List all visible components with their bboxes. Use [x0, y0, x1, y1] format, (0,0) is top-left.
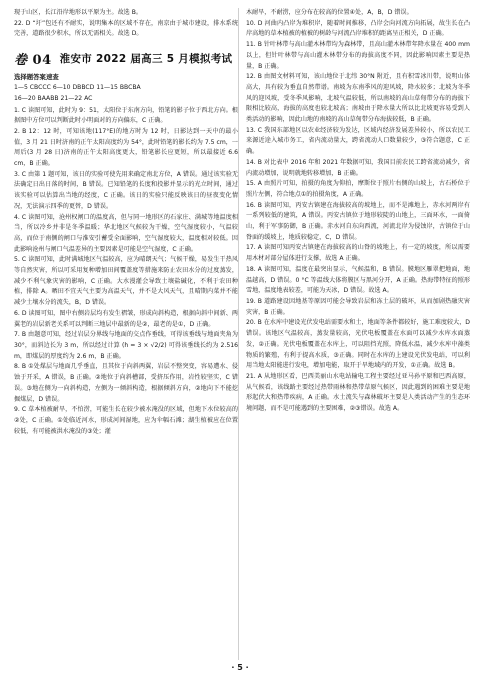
- answer-explanation: 4. C 读图可知，沧州权闸口的温度高，但与同一地形区的石家庄、满城等地温度相当，所以冷乡并非是冬季温暖；华北地区气候较为干燥，空气湿度较小，气温较高，而位于南侧的闸口与淮安引蓄受全面影响，空气湿度较大，温度相对较低。因此影响沧州与闸口气温差异的主要因素是可能是空气湿度，C 正确。: [14, 213, 238, 253]
- answer-explanation: 6. D 读图可知，图中右侧岩层均有发生褶皱，形成向斜构造，根据向斜中间新、两翼老的岩层新老关系可以判断三地层中最新的是②，最老的是①，D 正确。: [14, 309, 238, 328]
- answer-explanation: 8. B ①处煤层与地面几乎垂直，且其位于向斜两翼，岩层不整突变，容易遭水、侵蚀于开采，A 错误，B 正确。②地位于向斜槽部，受挤压作用，岩性较坚实，C 错误。③地在侧为一向斜构造，左侧为一倾斜构造，根据倾斜方向，②地向下不能挖掘煤层，D 错误。: [14, 363, 238, 403]
- page-number: · 5 ·: [231, 663, 249, 672]
- answer-explanation: 13. C 我国东部地区以农业经济较为发达，区域内经济发展差异较小，所以农民工来源近途入城市务工，省内流动量大，跨省流动人口数量较少，③符合题意，C 正确。: [246, 126, 470, 156]
- answer-explanation: 1. C 读图可知，此时为 9：51，太阳位于东南方向，铅笔的影子位于西北方向。根据图中方位可以判断此时小明面对的方向偏东，C 正确。: [14, 106, 238, 125]
- answer-explanation: 9. C 草本植被耐旱，不怕涝，可能生长在较少被水淹没的区域，但地下水位较高的②处，C 正确。①处临近河水，形成河间湿地，应为伞幅石滩；湖生植被应在位置较低，有可能被洪水淹没的③处；灌: [14, 406, 238, 435]
- right-column: [246, 8, 470, 415]
- answer-explanation: 21. A 从地形区看，巴西美丽山水电站输电工程主要经过亚马孙平原和巴西高原，从气候看，该线路主要经过热带雨林和热带草原气候区，因此遇到的困难主要是地形起伏大和热带疾病，A 正确。水土流失与森林破坏主要是人类活动产生的生态环境问题，而不是可能遇到的主要困难，②③错误。故选 A。: [246, 372, 470, 413]
- exam-title: 淮安市 2022 届高三 5 月模拟考试: [59, 52, 233, 65]
- answer-explanation: 10. D 河曲内凸岸为堆积岸，随着时间推移，凸岸会向河流方向拓展，故生长在凸岸高地的草本植被的植被的树龄与河流凸岸堆积的距离呈正相关，D 正确。: [246, 19, 470, 38]
- answer-key-row-1: 1—5 CBCCC 6—10 DBBCD 11—15 BBCBA: [14, 84, 141, 92]
- volume-label: 卷: [14, 52, 28, 68]
- paragraph: 现于山区，长江沿岸地形以平原为主。故选 B。: [14, 9, 142, 16]
- answer-explanation: 12. B 由图文材料可知，该山地位于北纬 30°N 附近，且有积雪冰川带，说明山体高大，具有较为垂直自然带谱。南坡为东南季风的迎风坡，降水较多；北坡为冬季风的迎风坡，受冬季风影响，北坡气温较低，所以南坡的高山草甸带分布的海拔下限相比较高，海拔的高度也较北坡高；南坡由于降水量大所以比北坡更容易受到人类活动的影响，因此山地的南坡的高山草甸带分布海拔较低，B 正确。: [246, 73, 470, 124]
- paragraph: 22. D “圩”包还有不耐实，说明集本的区域不存在，南京由于城市建设，排水系统完善，道路很少积水，所以无需相关。故选 D。: [14, 19, 238, 38]
- section-heading: 选择题答案速查: [14, 73, 59, 82]
- column-divider: [238, 8, 239, 660]
- volume-number: 04: [32, 52, 52, 68]
- answer-explanation: 11. B 针叶林带与高山灌木林带均为森林带，且高山灌木林带年降水量在 400 mm 以上，但针叶林带与高山灌木林带分布的海拔高度不同，因此影响因素主要是热量，B 正确。: [246, 41, 470, 70]
- answer-explanation: 14. B 对比表中 2016 年和 2021 年数据可知，我国目前农民工跨省流动减少，省内流动增加，说明就地转移增加，B 正确。: [246, 158, 470, 177]
- left-column: [14, 8, 238, 437]
- answer-explanation: 7. B 由题意可知，经过岩层分界线与地面的交点作垂线，可得该垂线与地面夹角为 30°，而斜边长为 3 m，所以经过计算 (h = 3 × √2/2) 可得该垂线长约为 2.516 m，即煤层的厚度约为 2.6 m，B 正确。: [14, 331, 238, 360]
- answer-explanation: 18. A 读图可知，温度在最突出显示，气候温和，B 错误。膜地区雁翠把地面，地温越高，D 错误。0 °C 等温线大体将膜区与黑河分开，A 正确。热海带特征的照形雪地，温度地表较差，可能为天冰，D 错误。故选 A。: [246, 265, 470, 295]
- answer-explanation: 5. C 读图可知，此时满城地区气温较高，应为晴朗天气；气候干燥，易发生干热风等自然灾害，所以可采用复种增加田间覆盖度等措施来防止农田水分的过度蒸发，减少不利气象灾害的影响，C 正确。大水漫灌会导致土壤盐碱化，不利于农田种植，排除 A。晒田不宜天气主要为高温天气，并不是大风天气，且晴期内菜并不能减少土壤水分的流失，B，D 错误。: [14, 256, 238, 307]
- answer-explanation: 19. B 道路建设因地基等原因可能会导致岩层和冻土层的破坏，从而加剧热融灾害灾害，B 正确。: [246, 297, 470, 316]
- answer-explanation: 木耐旱，不耐涝，应分布在较高的位置④处，A，B，D 错误。: [246, 9, 413, 16]
- answer-explanation: 20. B 在水库中建设光伏发电站需要水和土，地面等条件都较好，施工难度较大，D 错误。该地区气温较高，蒸发量较高，光伏电板覆盖在水面可以减少水库水面蒸发，②正确。光伏电板覆盖在水库上，可以阻挡光照，降低水温，减少水库中藻类物质的繁殖，有利于提高水质，③正确。同时在水库的上建设光伏发电站，可以利用当地太阳能进行发电，增加电能，取开于旱地域内的开发，①正确。故选 B。: [246, 319, 470, 370]
- answer-explanation: 2. B 12：12 时，可知该地(117°E)的地方时为 12 时，日影达到一天中的最小值，3 月 21 日时济南的正午太阳高度约为 54°，此时铅笔的影长约为 7.5 cm，一周后(3 月 28 日)济南的正午太阳高度更大，铅笔影长应更短，所以最接近 6.6 cm，B 正确。: [14, 127, 238, 168]
- answer-key-row-2: 16—20 BAABB 21—22 AC: [14, 94, 93, 102]
- answer-explanation: 3. C 由第 1 题可知，该日的实验可使先用来确定南北方位，A 错误。通过该实验无法确定日出日落的时间，B 错误。已知铅笔的长度和投影并显示的光立时间，通过该实验可以估算出当地的经度，C 正确。该日的实验只能反映该日的昼夜变化情况，无法演示四季的更替，D 错误。: [14, 170, 238, 210]
- volume-tag: [14, 49, 58, 68]
- answer-explanation: 16. B 读图可知，丙安古镇建在海拔较高的坡地上，而不是滩地上，赤水河两岸有一系列较低的建筑，A 错误。丙安古镇位于地形较陡的山地上，三面环水，一面倚山，利于军事防御，B 正确。赤水河自东向西流，河流北岸为侵蚀岸，古镇位于山脊面的缓坡上，地质较稳定，C，D 错误。: [246, 201, 470, 241]
- exam-title-bar: [14, 48, 238, 68]
- answer-explanation: 15. A 由照片可知，拍摄的角度为仰拍，摩斯位于照片右侧的山坡上，古石桥位于照片左侧，符合地点①的拍摄角度，A 正确。: [246, 180, 470, 198]
- answer-explanation: 17. A 读图可知丙安古镇建在海拔较高的山脊的坡地上，有一定的坡度，所以需要用木材对部分屋体进行支撑，故选 A 正确。: [246, 244, 470, 263]
